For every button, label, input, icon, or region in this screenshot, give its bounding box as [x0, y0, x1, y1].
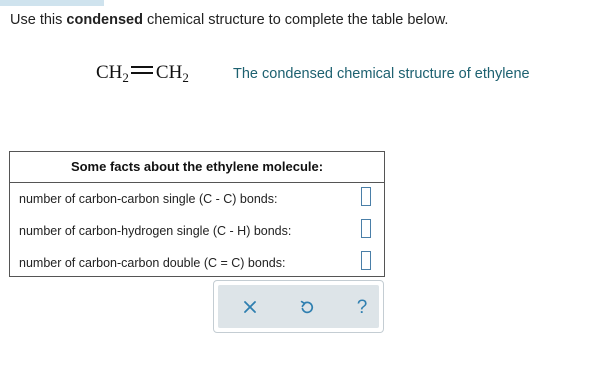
double-bond-symbol	[131, 65, 153, 75]
facts-table-header: Some facts about the ethylene molecule:	[10, 152, 384, 183]
instruction-bold: condensed	[66, 12, 143, 28]
formula-left-group: CH	[96, 62, 123, 83]
instruction-prefix: Use this	[10, 12, 67, 28]
help-button[interactable]	[350, 295, 374, 319]
formula-left-subscript: 2	[122, 70, 129, 85]
action-panel-inner	[218, 285, 379, 328]
facts-row-cc-single	[10, 183, 384, 215]
help-icon: ?	[356, 296, 368, 318]
facts-row-label: number of carbon-carbon double (C = C) bonds:	[19, 256, 286, 270]
instruction-text	[10, 12, 448, 28]
answer-action-panel	[213, 280, 384, 333]
facts-row-label: number of carbon-hydrogen single (C - H) bonds:	[19, 224, 292, 238]
condensed-structure-formula	[96, 62, 189, 86]
cc-double-bonds-input[interactable]	[361, 251, 371, 270]
undo-button[interactable]	[295, 295, 319, 319]
formula-right-subscript: 2	[182, 70, 189, 85]
facts-row-ch-single	[10, 215, 384, 247]
ch-single-bonds-input[interactable]	[361, 219, 371, 238]
top-accent-bar	[0, 0, 104, 6]
cc-single-bonds-input[interactable]	[361, 187, 371, 206]
instruction-suffix: chemical structure to complete the table below.	[142, 12, 449, 28]
x-icon	[243, 300, 257, 314]
undo-icon	[299, 299, 315, 315]
facts-row-label: number of carbon-carbon single (C - C) bonds:	[19, 192, 278, 206]
clear-button[interactable]	[238, 295, 262, 319]
formula-right-group: CH	[155, 62, 183, 83]
facts-row-cc-double	[10, 247, 384, 279]
facts-table	[9, 151, 385, 277]
structure-caption: The condensed chemical structure of ethylene	[233, 66, 530, 82]
